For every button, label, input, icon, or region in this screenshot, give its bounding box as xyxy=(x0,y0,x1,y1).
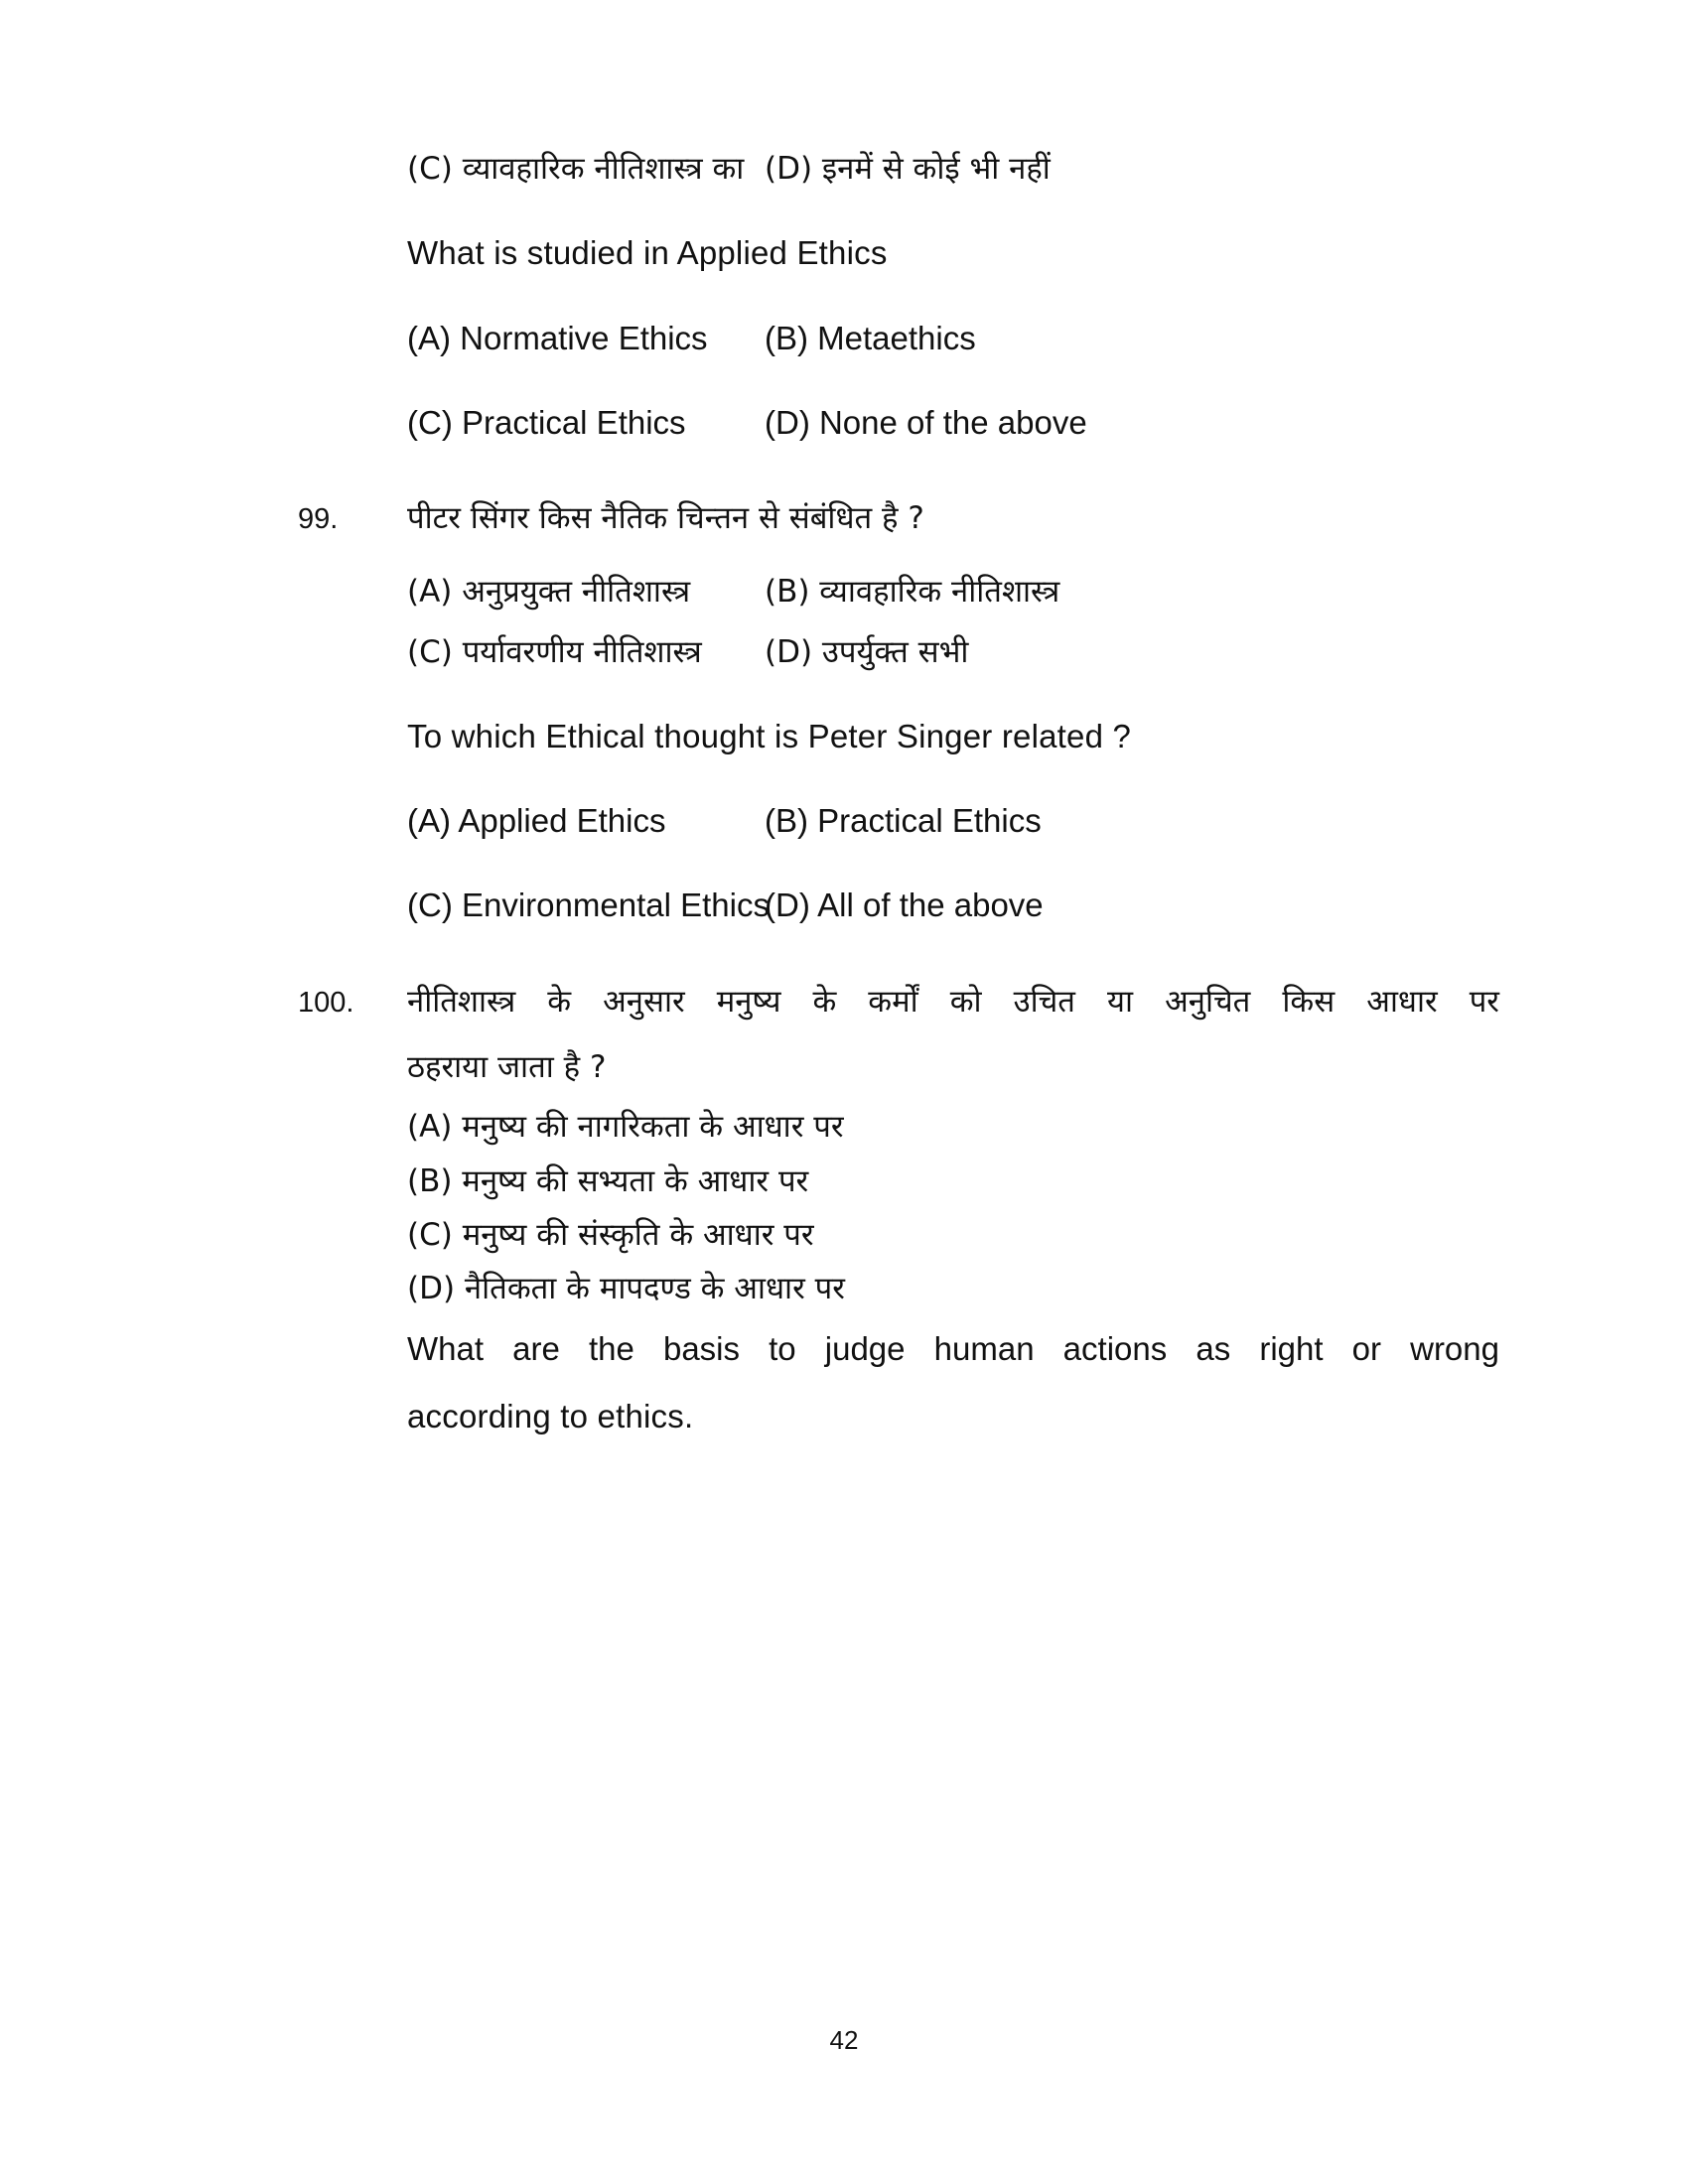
question-98-english-option-pair-ab xyxy=(407,318,1499,358)
question-98-english-option-c[interactable]: (C) Practical Ethics xyxy=(407,403,686,441)
page-number: 42 xyxy=(829,2025,859,2055)
question-99-english-stem: To which Ethical thought is Peter Singer related ? xyxy=(407,717,1132,754)
question-99-hindi-option-a[interactable]: (A) अनुप्रयुक्त नीतिशास्त्र xyxy=(407,574,691,611)
question-98-english-option-a[interactable]: (A) Normative Ethics xyxy=(407,319,708,356)
question-98-english-option-d[interactable]: (D) None of the above xyxy=(765,403,1087,441)
question-100-hindi-option-a[interactable]: (A) मनुष्य की नागरिकता के आधार पर xyxy=(407,1109,844,1146)
question-100-english-stem-row-1 xyxy=(298,1328,1499,1369)
question-100-hindi-option-c-row xyxy=(298,1215,1499,1255)
question-98-english-stem: What is studied in Applied Ethics xyxy=(407,234,888,272)
question-98-hindi-option-d[interactable]: (D) इनमें से कोई भी नहीं xyxy=(765,151,1051,187)
question-98-number-spacer xyxy=(298,232,407,236)
question-100-hindi-stem-line-2: ठहराया जाता है ? xyxy=(407,1048,607,1085)
question-99-english-option-d[interactable]: (D) All of the above xyxy=(765,887,1044,924)
question-99-number-spacer-3 xyxy=(298,716,407,720)
question-98-number-spacer-2 xyxy=(298,318,407,322)
question-99-number-spacer-5 xyxy=(298,885,407,888)
question-100-number-spacer-2 xyxy=(298,1107,407,1111)
question-100-number-spacer-6 xyxy=(298,1328,407,1332)
question-100-number-spacer xyxy=(298,1047,407,1051)
question-100-hindi-option-a-row xyxy=(298,1107,1499,1147)
question-99-number-spacer-2 xyxy=(298,632,407,636)
question-99-english-option-pair-ab xyxy=(407,800,1499,841)
question-99-hindi-options-cd-row xyxy=(298,632,1499,672)
question-100-hindi-stem-row-1 xyxy=(298,982,1499,1022)
question-100-number: 100. xyxy=(298,986,354,1019)
question-100-number-spacer-5 xyxy=(298,1269,407,1273)
question-100-english-stem-line-2: according to ethics. xyxy=(407,1397,694,1434)
question-block-98-continued xyxy=(298,149,1499,443)
question-99-english-options-cd-row xyxy=(298,885,1499,925)
question-99-hindi-options-ab-row xyxy=(298,572,1499,612)
question-100-hindi-option-d-row xyxy=(298,1269,1499,1308)
question-98-hindi-option-c[interactable]: (C) व्यावहारिक नीतिशास्त्र का xyxy=(407,151,745,187)
question-99-number-spacer-4 xyxy=(298,800,407,804)
question-98-english-option-b[interactable]: (B) Metaethics xyxy=(765,319,976,356)
question-100-hindi-option-d[interactable]: (D) नैतिकता के मापदण्ड के आधार पर xyxy=(407,1271,845,1307)
question-99-hindi-option-pair-ab xyxy=(407,572,1499,612)
question-99-english-option-a[interactable]: (A) Applied Ethics xyxy=(407,802,666,840)
question-98-hindi-options-cd-row xyxy=(298,149,1499,189)
question-100-hindi-option-b[interactable]: (B) मनुष्य की सभ्यता के आधार पर xyxy=(407,1162,809,1199)
question-99-hindi-option-d[interactable]: (D) उपर्युक्त सभी xyxy=(765,633,969,670)
question-99-hindi-option-b[interactable]: (B) व्यावहारिक नीतिशास्त्र xyxy=(765,574,1060,611)
question-99-hindi-option-c[interactable]: (C) पर्यावरणीय नीतिशास्त्र xyxy=(407,633,702,670)
question-98-english-stem-row xyxy=(298,232,1499,273)
question-99-hindi-option-pair-cd xyxy=(407,632,1499,672)
question-100-english-stem-line-1: What are the basis to judge human actions as right or wrong xyxy=(407,1330,1499,1368)
question-100-number-spacer-4 xyxy=(298,1215,407,1219)
question-100-hindi-option-c[interactable]: (C) मनुष्य की संस्कृति के आधार पर xyxy=(407,1216,814,1253)
question-100-hindi-stem-row-2 xyxy=(298,1047,1499,1087)
question-99-hindi-stem-row xyxy=(298,498,1499,538)
question-98-english-options-cd-row xyxy=(298,402,1499,443)
question-98-english-option-pair-cd xyxy=(407,402,1499,443)
question-100-hindi-option-b-row xyxy=(298,1161,1499,1201)
question-100-number-spacer-7 xyxy=(298,1396,407,1400)
question-99-number-spacer xyxy=(298,572,407,576)
question-99-english-options-ab-row xyxy=(298,800,1499,841)
question-99-english-option-pair-cd xyxy=(407,885,1499,925)
question-99-hindi-stem: पीटर सिंगर किस नैतिक चिन्तन से संबंधित है ? xyxy=(407,500,924,537)
question-99-english-stem-row xyxy=(298,716,1499,756)
question-98-english-options-ab-row xyxy=(298,318,1499,358)
page-content xyxy=(298,149,1499,1436)
question-100-english-stem-row-2 xyxy=(298,1396,1499,1436)
question-100-number-spacer-3 xyxy=(298,1161,407,1165)
question-block-100 xyxy=(298,982,1499,1436)
question-98-hindi-option-pair-cd xyxy=(407,149,1499,189)
question-100-hindi-stem-line-1: नीतिशास्त्र के अनुसार मनुष्य के कर्मों को उचित या अनुचित किस आधार पर xyxy=(407,983,1499,1020)
question-99-english-option-b[interactable]: (B) Practical Ethics xyxy=(765,802,1042,840)
question-98-number-spacer-3 xyxy=(298,402,407,406)
question-block-99 xyxy=(298,498,1499,926)
question-99-number: 99. xyxy=(298,503,339,536)
question-98-number xyxy=(298,149,407,153)
question-99-english-option-c[interactable]: (C) Environmental Ethics xyxy=(407,887,770,924)
